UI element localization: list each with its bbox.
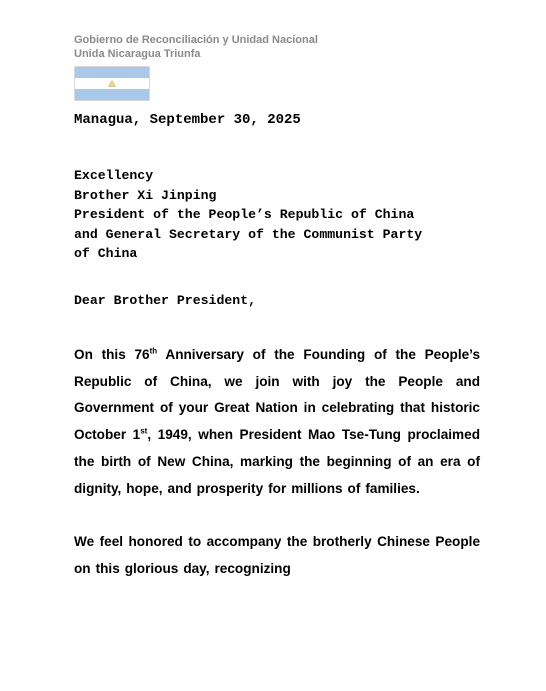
triangle-emblem-icon [108, 80, 116, 87]
recipient-line: Excellency [74, 168, 154, 183]
flag-top-stripe [75, 67, 149, 78]
letterhead-slogan: Unida Nicaragua Triunfa [74, 48, 201, 60]
ordinal-suffix: st [140, 426, 148, 436]
ordinal-suffix: th [149, 346, 158, 356]
flag-bottom-stripe [75, 89, 149, 100]
recipient-line: President of the People’s Republic of China [74, 207, 415, 222]
flag-middle-stripe [75, 78, 149, 89]
letterhead [74, 33, 318, 61]
nicaragua-flag-icon [74, 66, 150, 101]
paragraph-text: Anniversary of the Founding of the People’s Republic of China, we join with joy the People and Government of your Great Nation in celebrating that historic October 1 [74, 347, 480, 443]
recipient-block [74, 166, 480, 264]
letterhead-government-name: Gobierno de Reconciliación y Unidad Nacional [74, 34, 318, 46]
salutation: Dear Brother President, [74, 292, 257, 308]
recipient-line: Brother Xi Jinping [74, 187, 217, 203]
letter-body [74, 107, 480, 583]
recipient-line: and General Secretary of the Communist Party [74, 226, 423, 242]
paragraph-text: On this 76 [74, 347, 150, 362]
paragraph-honored: We feel honored to accompany the brotherly Chinese People on this glorious day, recognizing [74, 534, 480, 576]
recipient-line: of China [74, 246, 138, 261]
paragraph-text: , 1949, when President Mao Tse-Tung proclaimed the birth of New China, marking the beginning of an era of dignity, hope, and prosperity for millions of families. [74, 427, 481, 496]
paragraph-anniversary [74, 342, 480, 502]
letter-date: Managua, September 30, 2025 [74, 112, 301, 128]
